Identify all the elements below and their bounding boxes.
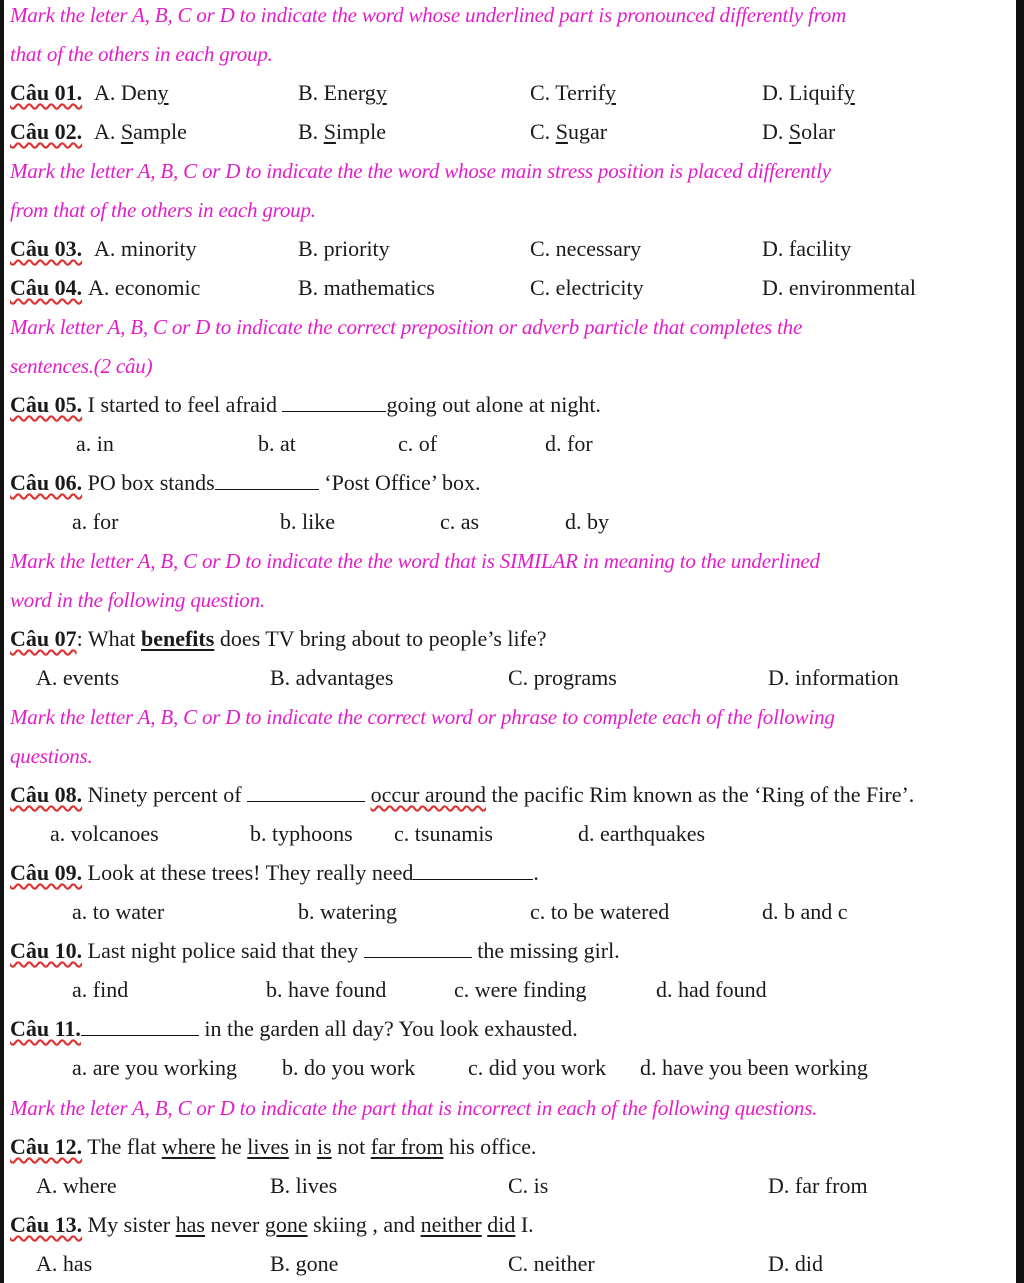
question-06 — [10, 468, 480, 498]
q06-blank — [215, 469, 319, 490]
q06-option-d: d. by — [565, 509, 609, 534]
q11-option-c: c. did you work — [468, 1055, 607, 1080]
q03-option-c: C. necessary — [530, 236, 642, 261]
instruction-pronunciation-line2: that of the others in each group. — [10, 42, 273, 66]
q06-text-before: PO box stands — [82, 470, 215, 495]
question-number: Câu 10. — [10, 938, 83, 963]
q13-option-c: C. neither — [508, 1251, 595, 1276]
q10-option-b: b. have found — [266, 977, 387, 1002]
q07-option-d: D. information — [768, 665, 899, 690]
q08-option-d: d. earthquakes — [578, 821, 706, 846]
q08-flagged-phrase: occur around — [370, 782, 487, 807]
q05-option-d: d. for — [545, 431, 593, 456]
q06-option-c: c. as — [440, 509, 480, 534]
instruction-pronunciation-line1: Mark the leter A, B, C or D to indicate the word whose underlined part is pronounced differently from — [10, 3, 847, 27]
instruction-stress-line1: Mark the letter A, B, C or D to indicate the the word whose main stress position is placed differently — [10, 159, 831, 183]
question-01 — [10, 78, 82, 108]
q03-option-b: B. priority — [298, 236, 390, 261]
instruction-preposition-line2: sentences.(2 câu) — [10, 354, 153, 378]
question-number: Câu 07 — [10, 626, 77, 651]
q05-option-b: b. at — [258, 431, 296, 456]
question-number: Câu 03. — [10, 236, 83, 261]
q08-option-a: a. volcanoes — [50, 821, 159, 846]
q07-option-a: A. events — [36, 665, 120, 690]
q02-option-b: B. Simple — [298, 119, 387, 144]
instruction-incorrect: Mark the leter A, B, C or D to indicate the part that is incorrect in each of the following questions. — [10, 1096, 818, 1120]
question-08: Câu 08. Ninety percent of occur around the pacific Rim known as the ‘Ring of the Fire’. — [10, 782, 915, 807]
q08-option-b: b. typhoons — [250, 821, 353, 846]
q11-option-b: b. do you work — [282, 1055, 416, 1080]
q13-option-d: D. did — [768, 1251, 823, 1276]
q02-option-d: D. Solar — [762, 119, 836, 144]
q09-option-d: d. b and c — [762, 899, 848, 924]
question-number: Câu 11. — [10, 1016, 81, 1041]
q12-option-a: A. where — [36, 1173, 117, 1198]
q04-option-a: A. economic — [88, 275, 201, 300]
q06-text-after: ‘Post Office’ box. — [318, 470, 481, 495]
q11-blank — [81, 1015, 199, 1036]
question-number: Câu 06. — [10, 470, 83, 495]
instruction-complete-line2: questions. — [10, 744, 93, 768]
instruction-preposition-line1: Mark letter A, B, C or D to indicate the correct preposition or adverb particle that completes the — [10, 315, 803, 339]
question-12: Câu 12. The flat where he lives in is not far from his office. — [10, 1134, 537, 1159]
q08-blank — [247, 781, 365, 802]
q10-option-d: d. had found — [656, 977, 767, 1002]
q10-blank — [364, 937, 472, 958]
question-number: Câu 01. — [10, 80, 83, 105]
q13-option-a: A. has — [36, 1251, 93, 1276]
instruction-similar-line2: word in the following question. — [10, 588, 265, 612]
question-number: Câu 09. — [10, 860, 83, 885]
q10-option-a: a. find — [72, 977, 129, 1002]
instruction-similar-line1: Mark the letter A, B, C or D to indicate the the word that is SIMILAR in meaning to the underlined — [10, 549, 820, 573]
question-number: Câu 08. — [10, 782, 83, 807]
question-11: Câu 11. in the garden all day? You look exhausted. — [10, 1016, 578, 1041]
q09-blank — [413, 859, 533, 880]
q09-option-b: b. watering — [298, 899, 397, 924]
q05-option-a: a. in — [76, 431, 114, 456]
q11-option-a: a. are you working — [72, 1055, 237, 1080]
question-10: Câu 10. Last night police said that they the missing girl. — [10, 938, 620, 963]
question-number: Câu 13. — [10, 1212, 83, 1237]
q01-option-b: B. Energy — [298, 80, 387, 105]
q09-option-a: a. to water — [72, 899, 165, 924]
question-number: Câu 04. — [10, 275, 83, 300]
q12-option-d: D. far from — [768, 1173, 868, 1198]
q01-option-d: D. Liquify — [762, 80, 855, 105]
question-02 — [10, 117, 82, 147]
q12-option-b: B. lives — [270, 1173, 338, 1198]
q07-key-word: benefits — [140, 626, 215, 651]
instruction-complete-line1: Mark the letter A, B, C or D to indicate the correct word or phrase to complete each of the following — [10, 705, 835, 729]
question-13: Câu 13. My sister has never gone skiing , and neither did I. — [10, 1212, 534, 1237]
q04-option-d: D. environmental — [762, 275, 916, 300]
q08-option-c: c. tsunamis — [394, 821, 493, 846]
q05-text-after: going out alone at night. — [386, 392, 601, 417]
q05-option-c: c. of — [398, 431, 438, 456]
question-03 — [10, 234, 82, 264]
q10-option-c: c. were finding — [454, 977, 587, 1002]
question-09: Câu 09. Look at these trees! They really need . — [10, 860, 539, 885]
question-07: Câu 07: What benefits does TV bring about to people’s life? — [10, 626, 547, 651]
q11-option-d: d. have you been working — [640, 1055, 868, 1080]
question-number: Câu 05. — [10, 392, 83, 417]
q03-option-d: D. facility — [762, 236, 852, 261]
q06-option-b: b. like — [280, 509, 335, 534]
question-number: Câu 12. — [10, 1134, 83, 1159]
q01-option-c: C. Terrify — [530, 80, 617, 105]
q13-option-b: B. gone — [270, 1251, 339, 1276]
q07-option-b: B. advantages — [270, 665, 394, 690]
q09-option-c: c. to be watered — [530, 899, 670, 924]
q01-option-a: A. Deny — [94, 80, 169, 105]
question-04 — [10, 273, 82, 303]
q04-option-c: C. electricity — [530, 275, 644, 300]
question-number: Câu 02. — [10, 119, 83, 144]
question-05 — [10, 390, 601, 420]
q03-option-a: A. minority — [94, 236, 197, 261]
q02-option-c: C. Sugar — [530, 119, 608, 144]
q02-option-a: A. Sample — [94, 119, 187, 144]
instruction-stress-line2: from that of the others in each group. — [10, 198, 316, 222]
q05-text-before: I started to feel afraid — [82, 392, 277, 417]
q06-option-a: a. for — [72, 509, 119, 534]
q05-blank — [282, 391, 386, 412]
q04-option-b: B. mathematics — [298, 275, 435, 300]
q12-option-c: C. is — [508, 1173, 549, 1198]
q07-option-c: C. programs — [508, 665, 617, 690]
